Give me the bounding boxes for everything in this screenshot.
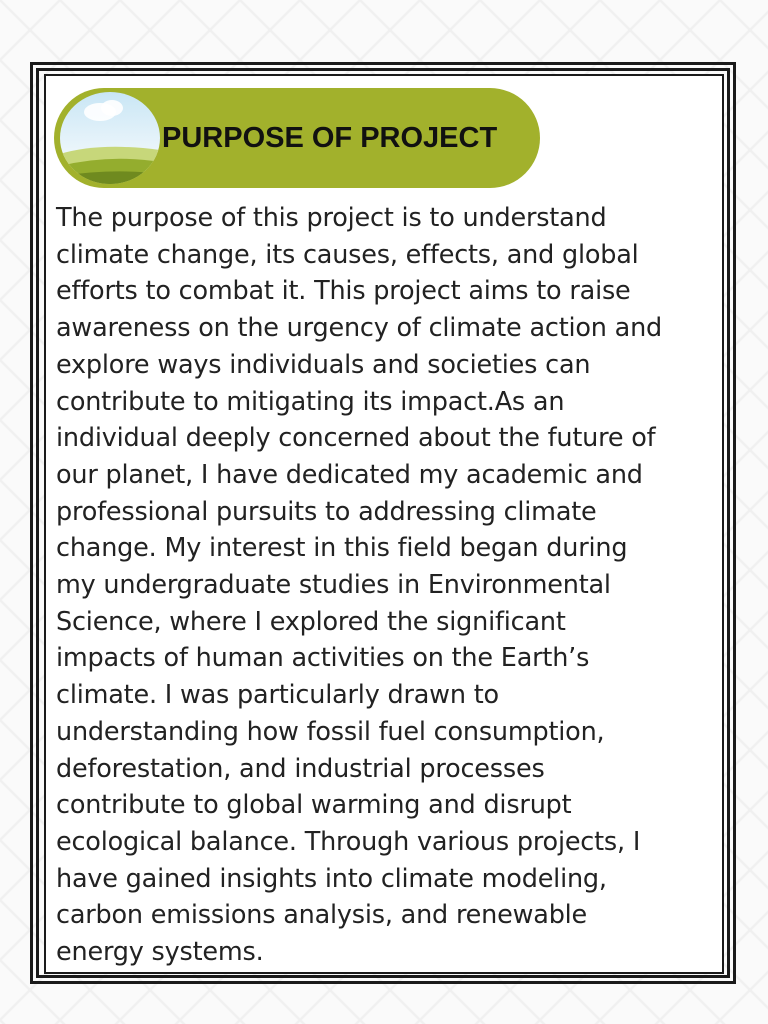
text-line: my undergraduate studies in Environmental — [56, 570, 611, 601]
text-line: understanding how fossil fuel consumption, — [56, 716, 605, 747]
text-line: climate. I was particularly drawn to — [56, 680, 499, 711]
text-line: climate change, its causes, effects, and global — [56, 239, 639, 270]
text-line: explore ways individuals and societies can — [56, 349, 591, 380]
text-line: have gained insights into climate modeling, — [56, 863, 607, 894]
text-line: contribute to global warming and disrupt — [56, 790, 572, 821]
text-line: professional pursuits to addressing climate — [56, 496, 597, 527]
text-line: Science, where I explored the significant — [56, 606, 566, 637]
text-line: energy systems. — [56, 937, 264, 968]
text-line: The purpose of this project is to understand — [56, 203, 607, 233]
text-line: efforts to combat it. This project aims to raise — [56, 276, 631, 307]
text-line: deforestation, and industrial processes — [56, 753, 545, 784]
landscape-icon — [60, 92, 160, 184]
text-line: individual deeply concerned about the future of — [56, 423, 656, 454]
page-title: PURPOSE OF PROJECT — [162, 122, 498, 154]
body-paragraph — [56, 200, 722, 971]
text-line: awareness on the urgency of climate action and — [56, 313, 663, 344]
text-line: change. My interest in this field began during — [56, 533, 628, 564]
text-line: ecological balance. Through various projects, I — [56, 826, 641, 857]
text-line: our planet, I have dedicated my academic and — [56, 459, 643, 490]
text-line: impacts of human activities on the Earth’s — [56, 643, 590, 674]
text-line: contribute to mitigating its impact.As an — [56, 386, 565, 417]
text-line: carbon emissions analysis, and renewable — [56, 900, 588, 931]
